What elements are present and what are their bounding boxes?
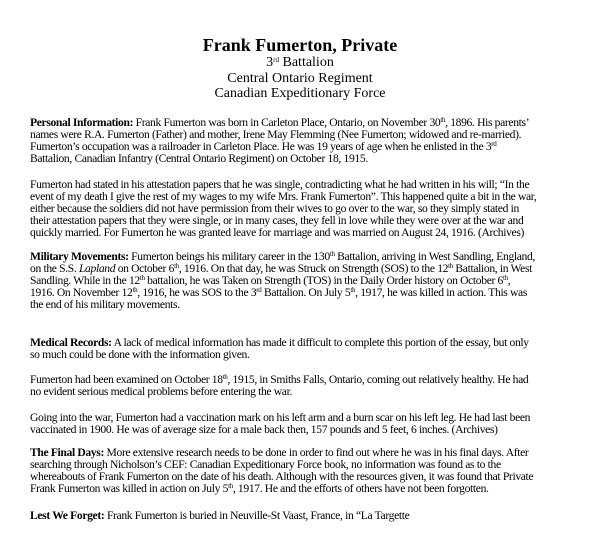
text-run: Fumerton beings his military career in the 130 — [128, 250, 330, 263]
text-run: Battalion. On July 5 — [261, 286, 351, 299]
paragraph-military-movements — [30, 251, 590, 311]
text-run: Lapland — [78, 262, 116, 275]
text-run: A lack of medical information has made it difficult to complete this portion of the essay, but only — [111, 336, 529, 349]
text-line — [30, 227, 590, 239]
ordinal-suffix: th — [350, 286, 356, 294]
paragraph-lest-we-forget — [30, 510, 590, 522]
section-heading: Medical Records: — [30, 336, 112, 349]
text-run: event of my death I give the rest of my wages to my wife Mrs. Frank Fumerton”. This happened quite a bit in the war, — [30, 190, 537, 203]
ordinal-suffix: th — [503, 274, 508, 282]
text-run: battalion, he was Taken on Strength (TOS) in the Daily Order history on October 6 — [144, 274, 503, 287]
text-run: Sandling. While in the 12 — [30, 274, 140, 287]
text-run: the end of his military movements. — [30, 298, 180, 311]
text-run: Going into the war, Fumerton had a vaccination mark on his left arm and a burn scar on his left leg. He had last been — [30, 411, 531, 424]
ordinal-suffix: th — [448, 262, 453, 270]
paragraph-examination — [30, 374, 590, 398]
text-run: their attestation papers that they were single, or in many cases, they fell in love while they were over at the war and — [30, 214, 524, 227]
paragraph-vaccination — [30, 412, 590, 436]
paragraph-medical-records — [30, 337, 590, 361]
battalion-subtitle — [0, 55, 600, 71]
text-line — [30, 386, 590, 398]
text-run: , 1917. He and the efforts of others have not been forgotten. — [232, 482, 489, 495]
paragraph-attestation — [30, 179, 590, 239]
text-run: Battalion, arriving in West Sandling, England, — [334, 250, 535, 263]
text-run: Frank Fumerton is buried in Neuville-St Vaast, France, in “La Targette — [104, 509, 410, 522]
text-run: Battalion, Canadian Infantry (Central Ontario Regiment) on October 18, 1915. — [30, 152, 368, 165]
section-heading: Military Movements: — [30, 250, 129, 263]
text-run: Frank Fumerton was killed in action on July 5 — [30, 482, 229, 495]
battalion-ordinal: rd — [273, 56, 279, 64]
text-run: on the S.S. — [30, 262, 79, 275]
ordinal-suffix: th — [139, 274, 145, 282]
text-line — [30, 424, 590, 436]
text-run: Fumerton’s occupation was a railroader in Carleton Place. He was 19 years of age when he enlisted in the 3 — [30, 140, 492, 153]
text-run: Battalion, in West — [452, 262, 533, 275]
text-run: , 1896. His parents’ — [445, 116, 530, 129]
text-run: vaccinated in 1900. He was of average size for a male back then, 157 pounds and 5 feet, 6 inches. (Archives) — [30, 423, 498, 436]
paragraph-personal-information — [30, 117, 590, 165]
ordinal-suffix: rd — [256, 286, 262, 294]
text-line — [30, 483, 590, 495]
text-run: More extensive research needs to be done in order to find out where he was in his final days. After — [103, 446, 529, 459]
battalion-label: Battalion — [279, 55, 334, 70]
ordinal-suffix: th — [440, 116, 446, 124]
text-line — [30, 299, 590, 311]
section-heading: Lest We Forget: — [30, 509, 105, 522]
section-heading: The Final Days: — [30, 446, 104, 459]
battalion-number: 3 — [266, 55, 274, 70]
text-run: on October 6 — [115, 262, 175, 275]
text-run: Fumerton had stated in his attestation papers that he was single, contradicting what he had written in his will; “In the — [30, 178, 530, 191]
ordinal-suffix: th — [329, 250, 335, 258]
text-run: so much could be done with the information given. — [30, 348, 250, 361]
text-run: , — [507, 274, 511, 287]
page-title: Frank Fumerton, Private — [202, 35, 398, 55]
text-run: searching through Nicholson’s CEF: Canadian Expeditionary Force book, no information was found as to the — [30, 458, 501, 471]
text-run: 1916. On November 12 — [30, 286, 133, 299]
text-line — [30, 510, 590, 522]
text-run: , 1916, he was SOS to the 3 — [137, 286, 257, 299]
ordinal-suffix: th — [174, 262, 179, 270]
force-subtitle: Canadian Expeditionary Force — [214, 86, 386, 101]
text-line — [30, 349, 590, 361]
text-run: either because the soldiers did not have permission from their wives to go over to the war, so they simply stated in — [30, 202, 519, 215]
section-heading: Personal Information: — [30, 116, 134, 129]
ordinal-suffix: th — [228, 482, 233, 490]
paragraph-final-days — [30, 447, 590, 495]
text-run: , 1917, he was killed in action. This was — [355, 286, 527, 299]
text-run: Fumerton had been examined on October 18 — [30, 373, 223, 386]
text-run: Frank Fumerton was born in Carleton Place, Ontario, on November 30 — [133, 116, 441, 129]
text-run: whereabouts of Frank Fumerton on the date of his death. Although with the resources given, it was found that Private — [30, 470, 534, 483]
text-run: quickly married. For Fumerton he was granted leave for marriage and was married on August 24, 1916. (Archives) — [30, 226, 525, 239]
ordinal-suffix: rd — [491, 140, 497, 148]
text-line — [30, 153, 590, 165]
ordinal-suffix: th — [222, 373, 228, 381]
text-run: no evident serious medical problems before entering the war. — [30, 385, 292, 398]
text-run: names were R.A. Fumerton (Father) and mother, Irene May Flemming (Nee Fumerton; widowed and re-married). — [30, 128, 522, 141]
ordinal-suffix: th — [132, 286, 138, 294]
text-run: , 1916. On that day, he was Struck on Strength (SOS) to the 12 — [178, 262, 449, 275]
text-run: , 1915, in Smiths Falls, Ontario, coming out relatively healthy. He had — [227, 373, 529, 386]
regiment-subtitle: Central Ontario Regiment — [227, 71, 373, 86]
